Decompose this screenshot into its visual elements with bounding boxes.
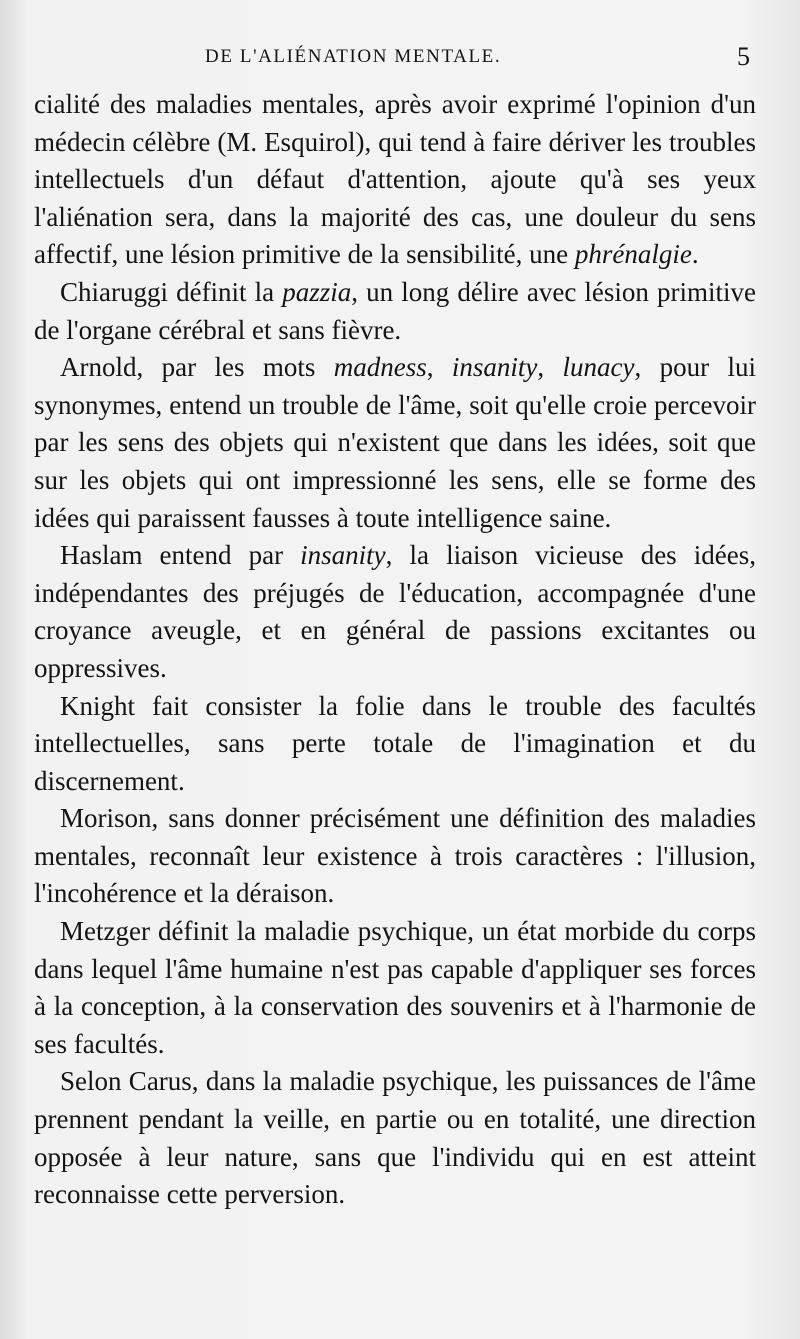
paragraph xyxy=(34,349,756,537)
italic-term: lunacy xyxy=(562,352,635,383)
text-run: , un long délire avec lésion primitive de l'organe cérébral et sans fièvre. xyxy=(34,276,756,345)
paragraph xyxy=(34,274,756,349)
text-run: , la liaison vicieuse des idées, indépendantes des préjugés de l'éducation, accompagnée d'une croyance aveugle, et en général de passions excitantes ou oppressives. xyxy=(34,540,756,683)
text-run: Haslam entend par xyxy=(60,540,301,571)
text-run: Metzger définit la maladie psychique, un état morbide du corps dans lequel l'âme humaine n'est pas capable d'appliquer ses forces à la conception, à la conservation des souvenirs et à l'harmonie de ses facultés. xyxy=(34,916,756,1059)
text-run: , xyxy=(537,352,563,383)
paragraph xyxy=(34,86,756,274)
paragraph xyxy=(34,913,756,1063)
page-number: 5 xyxy=(737,42,750,71)
italic-term: insanity xyxy=(300,540,386,571)
text-run: Chiaruggi définit la xyxy=(60,276,283,307)
paragraph xyxy=(34,688,756,801)
text-run: Morison, sans donner précisément une définition des maladies mentales, reconnaît leur existence à trois caractères : l'illusion, l'incohérence et la déraison. xyxy=(34,803,756,909)
body-text xyxy=(34,86,756,1214)
paragraph xyxy=(34,1063,756,1213)
text-run: Selon Carus, dans la maladie psychique, les puissances de l'âme prennent pendant la veille, en partie ou en totalité, une direction opposée à leur nature, sans que l'individu qui en est atteint reconnaisse cette perversion. xyxy=(34,1066,756,1210)
running-title: DE L'ALIÉNATION MENTALE. xyxy=(205,46,502,67)
paragraph xyxy=(34,537,756,687)
text-run: . xyxy=(691,239,699,270)
text-run: , xyxy=(426,352,452,383)
italic-term: insanity xyxy=(451,352,538,383)
paragraph xyxy=(34,800,756,913)
italic-term: madness xyxy=(333,352,427,383)
page-header xyxy=(0,42,800,76)
italic-term: pazzia xyxy=(282,276,352,307)
text-run: , pour lui synonymes, entend un trouble de l'âme, soit qu'elle croie percevoir par les sens des objets qui n'existent que dans les idées, soit que sur les objets qui ont impressionné les sens, elle se forme des idées qui paraissent fausses à toute intelligence saine. xyxy=(34,352,757,533)
text-run: Arnold, par les mots xyxy=(60,352,334,383)
text-run: Knight fait consister la folie dans le trouble des facultés intellectuelles, sans perte totale de l'imagination et du discernement. xyxy=(34,690,756,796)
text-run: cialité des maladies mentales, après avoir exprimé l'opinion d'un médecin célèbre (M. Esquirol), qui tend à faire dériver les troubles intellectuels d'un défaut d'attention, ajoute qu'à ses yeux l'aliénation sera, dans la majorité des cas, une douleur du sens affectif, une lésion primitive de la sensibilité, une xyxy=(34,89,756,270)
italic-term: phrénalgie xyxy=(574,239,692,270)
